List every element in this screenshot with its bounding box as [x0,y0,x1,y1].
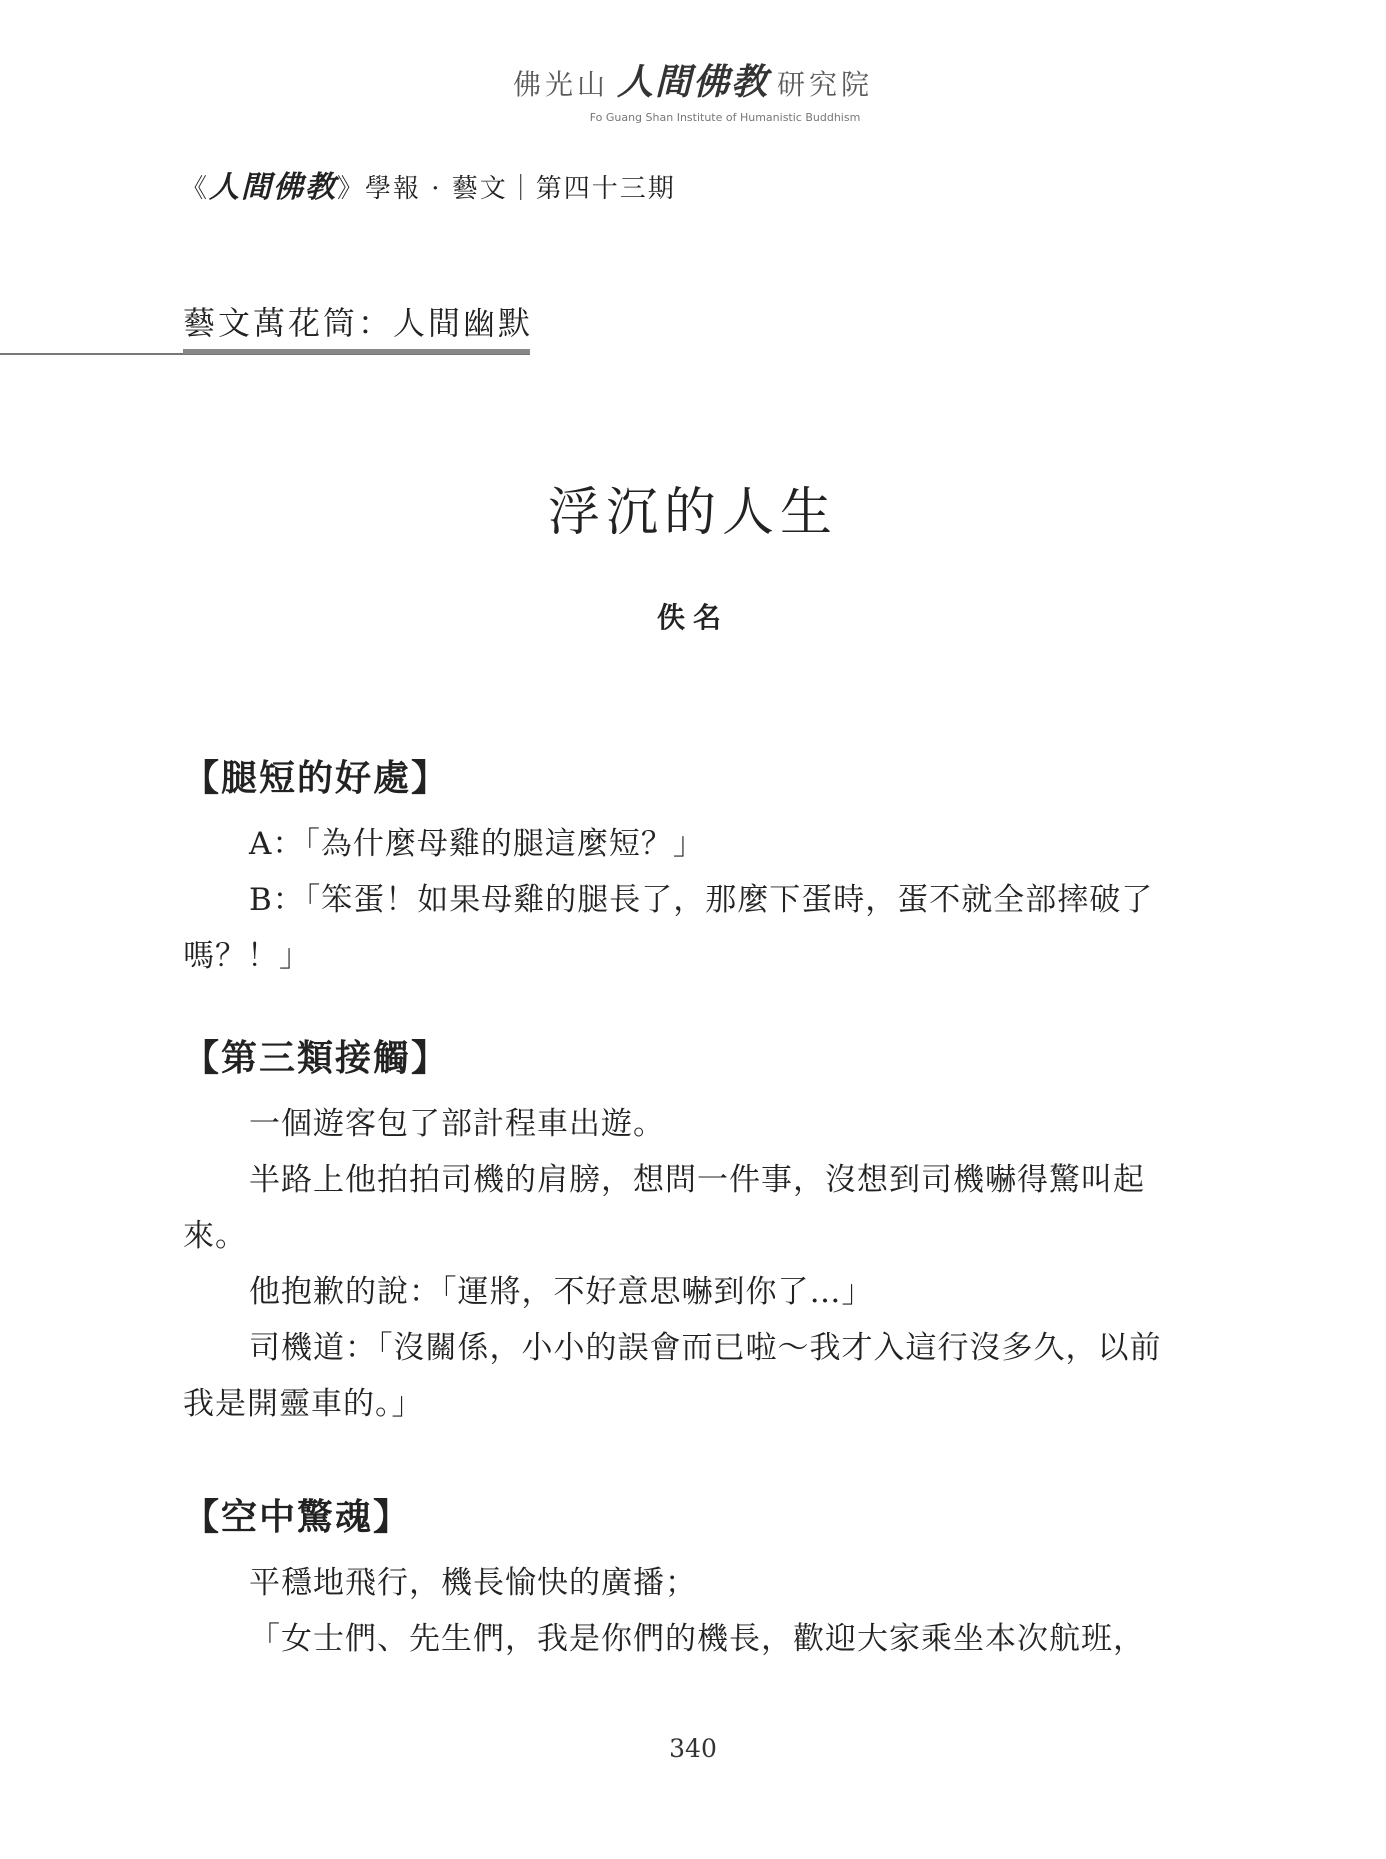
masthead-brand-logo: 人間佛教 [616,61,769,103]
paragraph: A：「為什麼母雞的腿這麼短？」 [249,826,705,862]
journal-header [181,162,676,206]
article-title: 浮沉的人生 [547,483,838,543]
masthead-right: 研究院 [777,68,874,101]
masthead-title [0,62,1386,105]
paragraph: 一個遊客包了部計程車出遊。 [249,1106,665,1142]
section-heading: 【腿短的好處】 [183,757,450,799]
paragraph: 他抱歉的說：「運將，不好意思嚇到你了…」 [249,1274,874,1310]
section-heading: 【第三類接觸】 [183,1037,450,1079]
paragraph: 司機道：「沒關係，小小的誤會而已啦～我才入這行沒多久，以前我是開靈車的。」 [183,1330,1162,1422]
journal-open: 《 [181,174,210,204]
journal-issue: 》學報 · 藝文｜第四十三期 [337,174,676,204]
paragraph: 平穩地飛行，機長愉快的廣播； [249,1565,697,1601]
page-number: 340 [669,1734,717,1763]
section-underline [183,349,530,354]
article-author: 佚名 [656,601,729,634]
masthead [0,62,1386,124]
journal-brand: 人間佛教 [209,170,338,205]
paragraph: B：「笨蛋！如果母雞的腿長了，那麼下蛋時，蛋不就全部摔破了嗎？！」 [183,882,1154,974]
masthead-left: 佛光山 [512,68,609,101]
masthead-subtitle: Fo Guang Shan Institute of Humanistic Buddhism [589,111,861,124]
paragraph: 「女士們、先生們，我是你們的機長，歡迎大家乘坐本次航班， [249,1621,1145,1657]
section-tag: 藝文萬花筒：人間幽默 [183,304,534,342]
section-heading: 【空中驚魂】 [183,1496,412,1538]
paragraph: 半路上他拍拍司機的肩膀，想問一件事，沒想到司機嚇得驚叫起來。 [183,1162,1145,1254]
